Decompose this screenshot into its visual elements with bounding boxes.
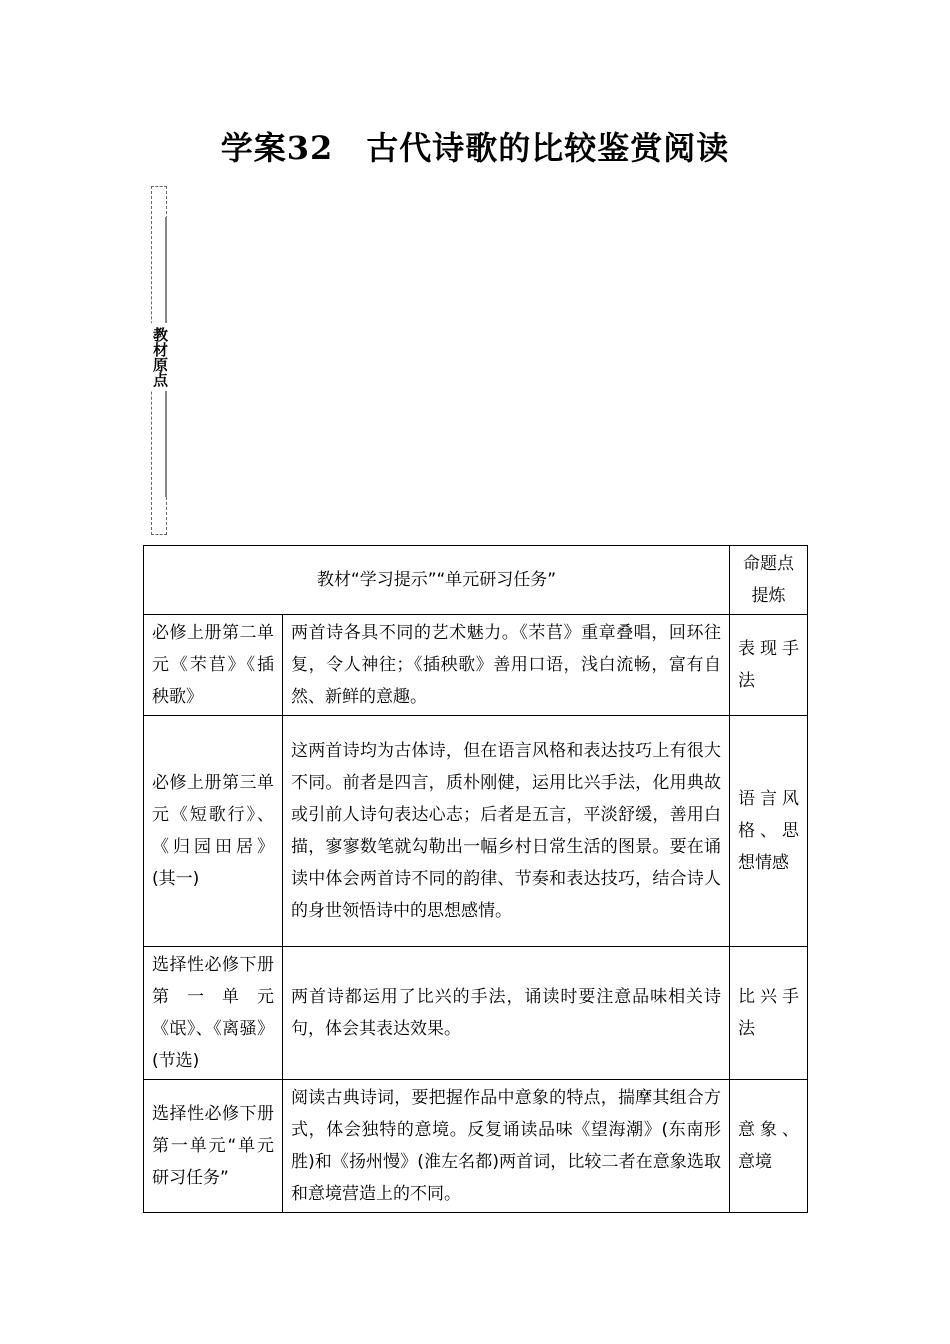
row-point-cell: 比兴手法 bbox=[730, 947, 808, 1080]
side-section-tag bbox=[151, 186, 167, 535]
table-row bbox=[144, 615, 808, 716]
page-title: 学案32 古代诗歌的比较鉴赏阅读 bbox=[220, 129, 730, 167]
header-cell-points: 命题点提炼 bbox=[730, 546, 808, 615]
row-point-cell: 表现手法 bbox=[730, 615, 808, 716]
row-content-cell: 这两首诗均为古体诗，但在语言风格和表达技巧上有很大不同。前者是四言，质朴刚健，运用比兴手法，化用典故或引前人诗句表达心志；后者是五言，平淡舒缓，善用白描，寥寥数笔就勾勒出一幅乡村日常生活的图景。要在诵读中体会两首诗不同的韵律、节奏和表达技巧，结合诗人的身世领悟诗中的思想感情。 bbox=[283, 716, 730, 947]
table-row bbox=[144, 716, 808, 947]
row-content-cell: 两首诗都运用了比兴的手法，诵读时要注意品味相关诗句，体会其表达效果。 bbox=[283, 947, 730, 1080]
row-source-cell: 必修上册第二单元《芣苢》《插秧歌》 bbox=[144, 615, 283, 716]
table-row bbox=[144, 947, 808, 1080]
table-row bbox=[144, 1080, 808, 1213]
row-point-cell: 语言风格、思想情感 bbox=[730, 716, 808, 947]
study-table bbox=[143, 545, 808, 1213]
row-source-cell: 选择性必修下册第一单元“单元研习任务” bbox=[144, 1080, 283, 1213]
side-tag-label: 教材原点 bbox=[146, 323, 170, 391]
header-cell-materials: 教材“学习提示”“单元研习任务” bbox=[144, 546, 730, 615]
row-source-cell: 必修上册第三单元《短歌行》、《归园田居》(其一) bbox=[144, 716, 283, 947]
row-source-cell: 选择性必修下册第一单元《氓》、《离骚》(节选) bbox=[144, 947, 283, 1080]
table-header-row bbox=[144, 546, 808, 615]
row-content-cell: 两首诗各具不同的艺术魅力。《芣苢》重章叠唱，回环往复，令人神往；《插秧歌》善用口语，浅白流畅，富有自然、新鲜的意趣。 bbox=[283, 615, 730, 716]
row-content-cell: 阅读古典诗词，要把握作品中意象的特点，揣摩其组合方式，体会独特的意境。反复诵读品味《望海潮》(东南形胜)和《扬州慢》(淮左名都)两首词，比较二者在意象选取和意境营造上的不同。 bbox=[283, 1080, 730, 1213]
row-point-cell: 意象、意境 bbox=[730, 1080, 808, 1213]
